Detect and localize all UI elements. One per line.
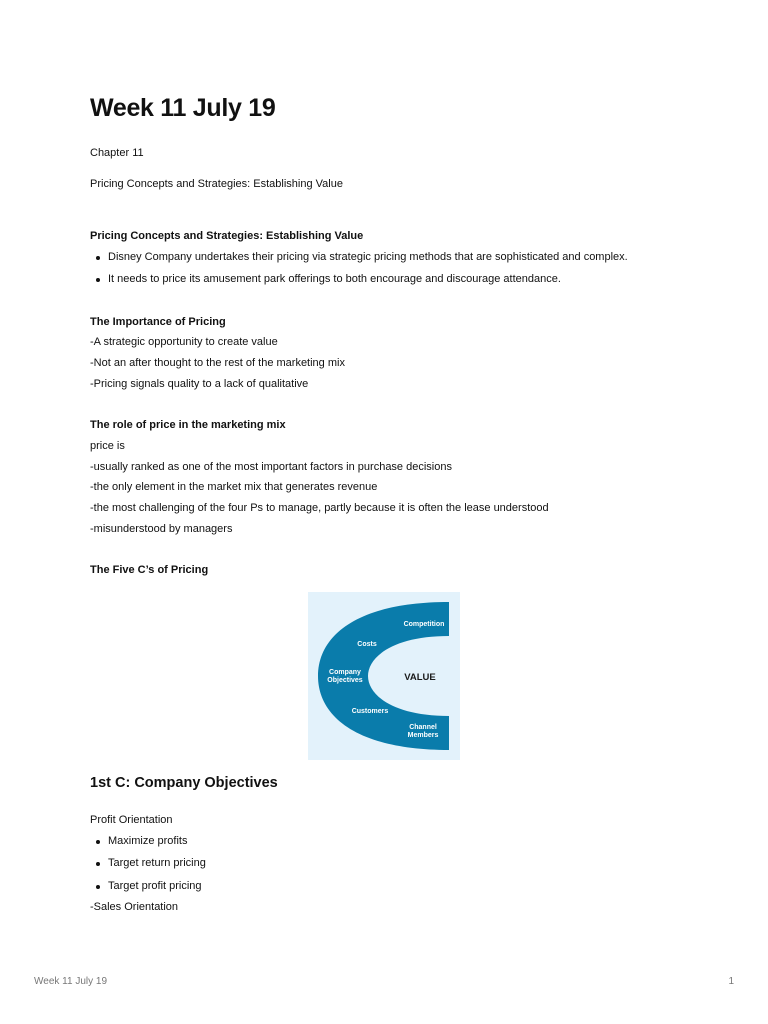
section-heading-role-of-price: The role of price in the marketing mix (90, 419, 286, 431)
label-customers: Customers (351, 708, 389, 715)
label-competition: Competition (403, 621, 445, 628)
section-heading-five-cs: The Five C’s of Pricing (90, 564, 209, 576)
subtitle: Pricing Concepts and Strategies: Establishing Value (90, 178, 343, 190)
bullet-dot (96, 862, 100, 866)
bullet-item: Target return pricing (108, 857, 206, 869)
bullet-dot (96, 840, 100, 844)
label-company-line2: Objectives (327, 677, 363, 684)
text-line: -Not an after thought to the rest of the marketing mix (90, 357, 345, 369)
text-line: -Sales Orientation (90, 901, 179, 913)
label-channel-line1: Channel (409, 724, 437, 731)
section-heading-importance: The Importance of Pricing (90, 316, 226, 328)
text-line: -the most challenging of the four Ps to manage, partly because it is often the lease understood (90, 502, 549, 514)
text-line: -usually ranked as one of the most important factors in purchase decisions (90, 461, 452, 473)
section-heading-company-objectives: 1st C: Company Objectives (90, 775, 278, 791)
label-value: VALUE (404, 672, 436, 683)
section-heading-pricing-concepts: Pricing Concepts and Strategies: Establishing Value (90, 230, 364, 242)
five-cs-graphic (308, 592, 460, 760)
bullet-item: Maximize profits (108, 835, 188, 847)
text-line: price is (90, 440, 125, 452)
chapter-label: Chapter 11 (90, 147, 144, 159)
bullet-dot (96, 256, 100, 260)
label-channel-line2: Members (407, 732, 439, 739)
footer-title: Week 11 July 19 (34, 976, 108, 987)
text-line: Profit Orientation (90, 814, 173, 826)
text-line: -the only element in the market mix that generates revenue (90, 481, 378, 493)
text-line: -A strategic opportunity to create value (90, 336, 278, 348)
bullet-item: It needs to price its amusement park offerings to both encourage and discourage attendance. (108, 273, 561, 285)
label-company-line1: Company (329, 669, 361, 676)
bullet-item: Target profit pricing (108, 880, 202, 892)
five-cs-diagram (308, 592, 460, 760)
bullet-dot (96, 885, 100, 889)
bullet-dot (96, 278, 100, 282)
text-line: -Pricing signals quality to a lack of qualitative (90, 378, 309, 390)
bullet-item: Disney Company undertakes their pricing via strategic pricing methods that are sophisticated and complex. (108, 251, 628, 263)
text-line: -misunderstood by managers (90, 523, 233, 535)
page-number: 1 (728, 976, 734, 987)
page-title: Week 11 July 19 (90, 94, 276, 122)
label-costs: Costs (357, 641, 377, 648)
